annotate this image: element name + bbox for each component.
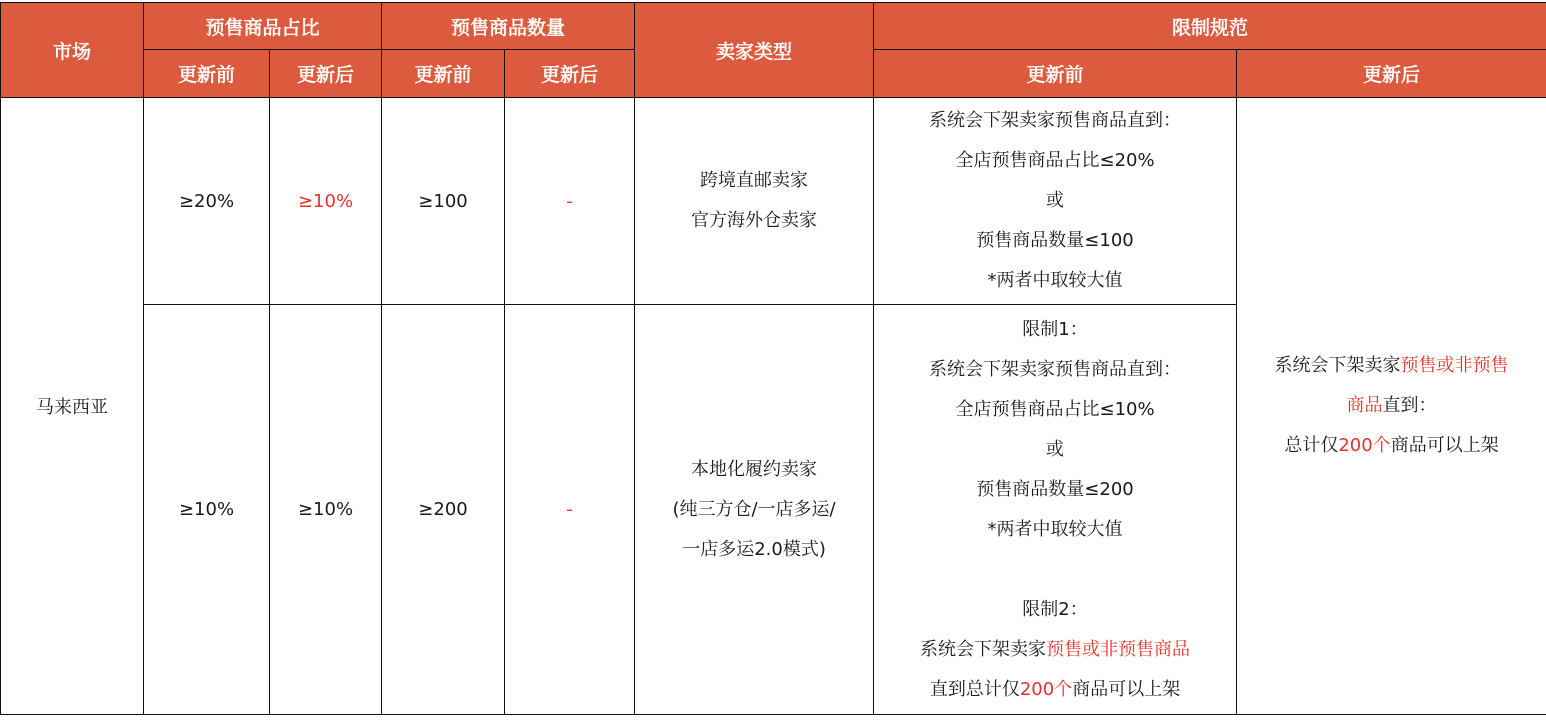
highlight-text: 预售或非预售 [1401,355,1509,376]
rule-line: 全店预售商品占比≤20% [874,141,1236,181]
highlight-text: 200个 [1338,435,1390,456]
rule-line: 限制2： [874,590,1236,630]
seller-type-cell [635,305,874,715]
rule-line: 预售商品数量≤100 [874,221,1236,261]
highlight-text: 200个 [1020,679,1072,700]
header-seller-type: 卖家类型 [635,3,874,98]
rule-line: 预售商品数量≤200 [874,470,1236,510]
market-cell: 马来西亚 [1,98,144,715]
text: 商品可以上架 [1072,679,1180,700]
header-ratio-before: 更新前 [144,50,270,98]
ratio-before-cell: ≥10% [144,305,270,715]
rule-line: *两者中取较大值 [874,510,1236,550]
rule-line [874,630,1236,670]
rule-line: *两者中取较大值 [874,261,1236,301]
table-row [1,98,1546,305]
text: 系统会下架卖家 [1275,355,1401,376]
header-count-after: 更新后 [505,50,635,98]
ratio-after-cell: ≥10% [270,98,382,305]
text: 系统会下架卖家 [920,639,1046,660]
text: 商品可以上架 [1391,435,1499,456]
ratio-before-cell: ≥20% [144,98,270,305]
seller-type-line: 本地化履约卖家 [635,450,873,490]
rule-after-cell [1237,98,1546,715]
seller-type-cell [635,98,874,305]
highlight-text: 商品 [1347,395,1383,416]
rule-line: 或 [874,181,1236,221]
rule-after-line [1237,426,1546,466]
count-after-cell: - [505,98,635,305]
ratio-after-cell: ≥10% [270,305,382,715]
header-ratio-after: 更新后 [270,50,382,98]
highlight-text: 预售或非预售商品 [1046,639,1190,660]
rule-line: 全店预售商品占比≤10% [874,390,1236,430]
header-market: 市场 [1,3,144,98]
rule-before-cell [874,98,1237,305]
presale-rules-table [0,2,1546,715]
text: 总计仅 [1284,435,1338,456]
rule-line: 系统会下架卖家预售商品直到： [874,101,1236,141]
rule-before-cell [874,305,1237,715]
count-before-cell: ≥200 [382,305,505,715]
rule-line: 限制1： [874,310,1236,350]
header-rule-after: 更新后 [1237,50,1546,98]
text: 直到总计仅 [930,679,1020,700]
count-before-cell: ≥100 [382,98,505,305]
count-after-cell: - [505,305,635,715]
header-count-before: 更新前 [382,50,505,98]
text: 直到： [1383,395,1437,416]
spacer [874,550,1236,590]
header-limit-rules: 限制规范 [874,3,1546,50]
header-presale-count: 预售商品数量 [382,3,635,50]
header-presale-ratio: 预售商品占比 [144,3,382,50]
rule-line: 或 [874,430,1236,470]
rule-line: 系统会下架卖家预售商品直到： [874,350,1236,390]
seller-type-line: 跨境直邮卖家 [635,161,873,201]
header-rule-before: 更新前 [874,50,1237,98]
seller-type-line: 官方海外仓卖家 [635,201,873,241]
rule-line [874,670,1236,710]
seller-type-line: (纯三方仓/一店多运/ [635,490,873,530]
rule-after-line [1237,386,1546,426]
rule-after-line [1237,346,1546,386]
seller-type-line: 一店多运2.0模式) [635,530,873,570]
